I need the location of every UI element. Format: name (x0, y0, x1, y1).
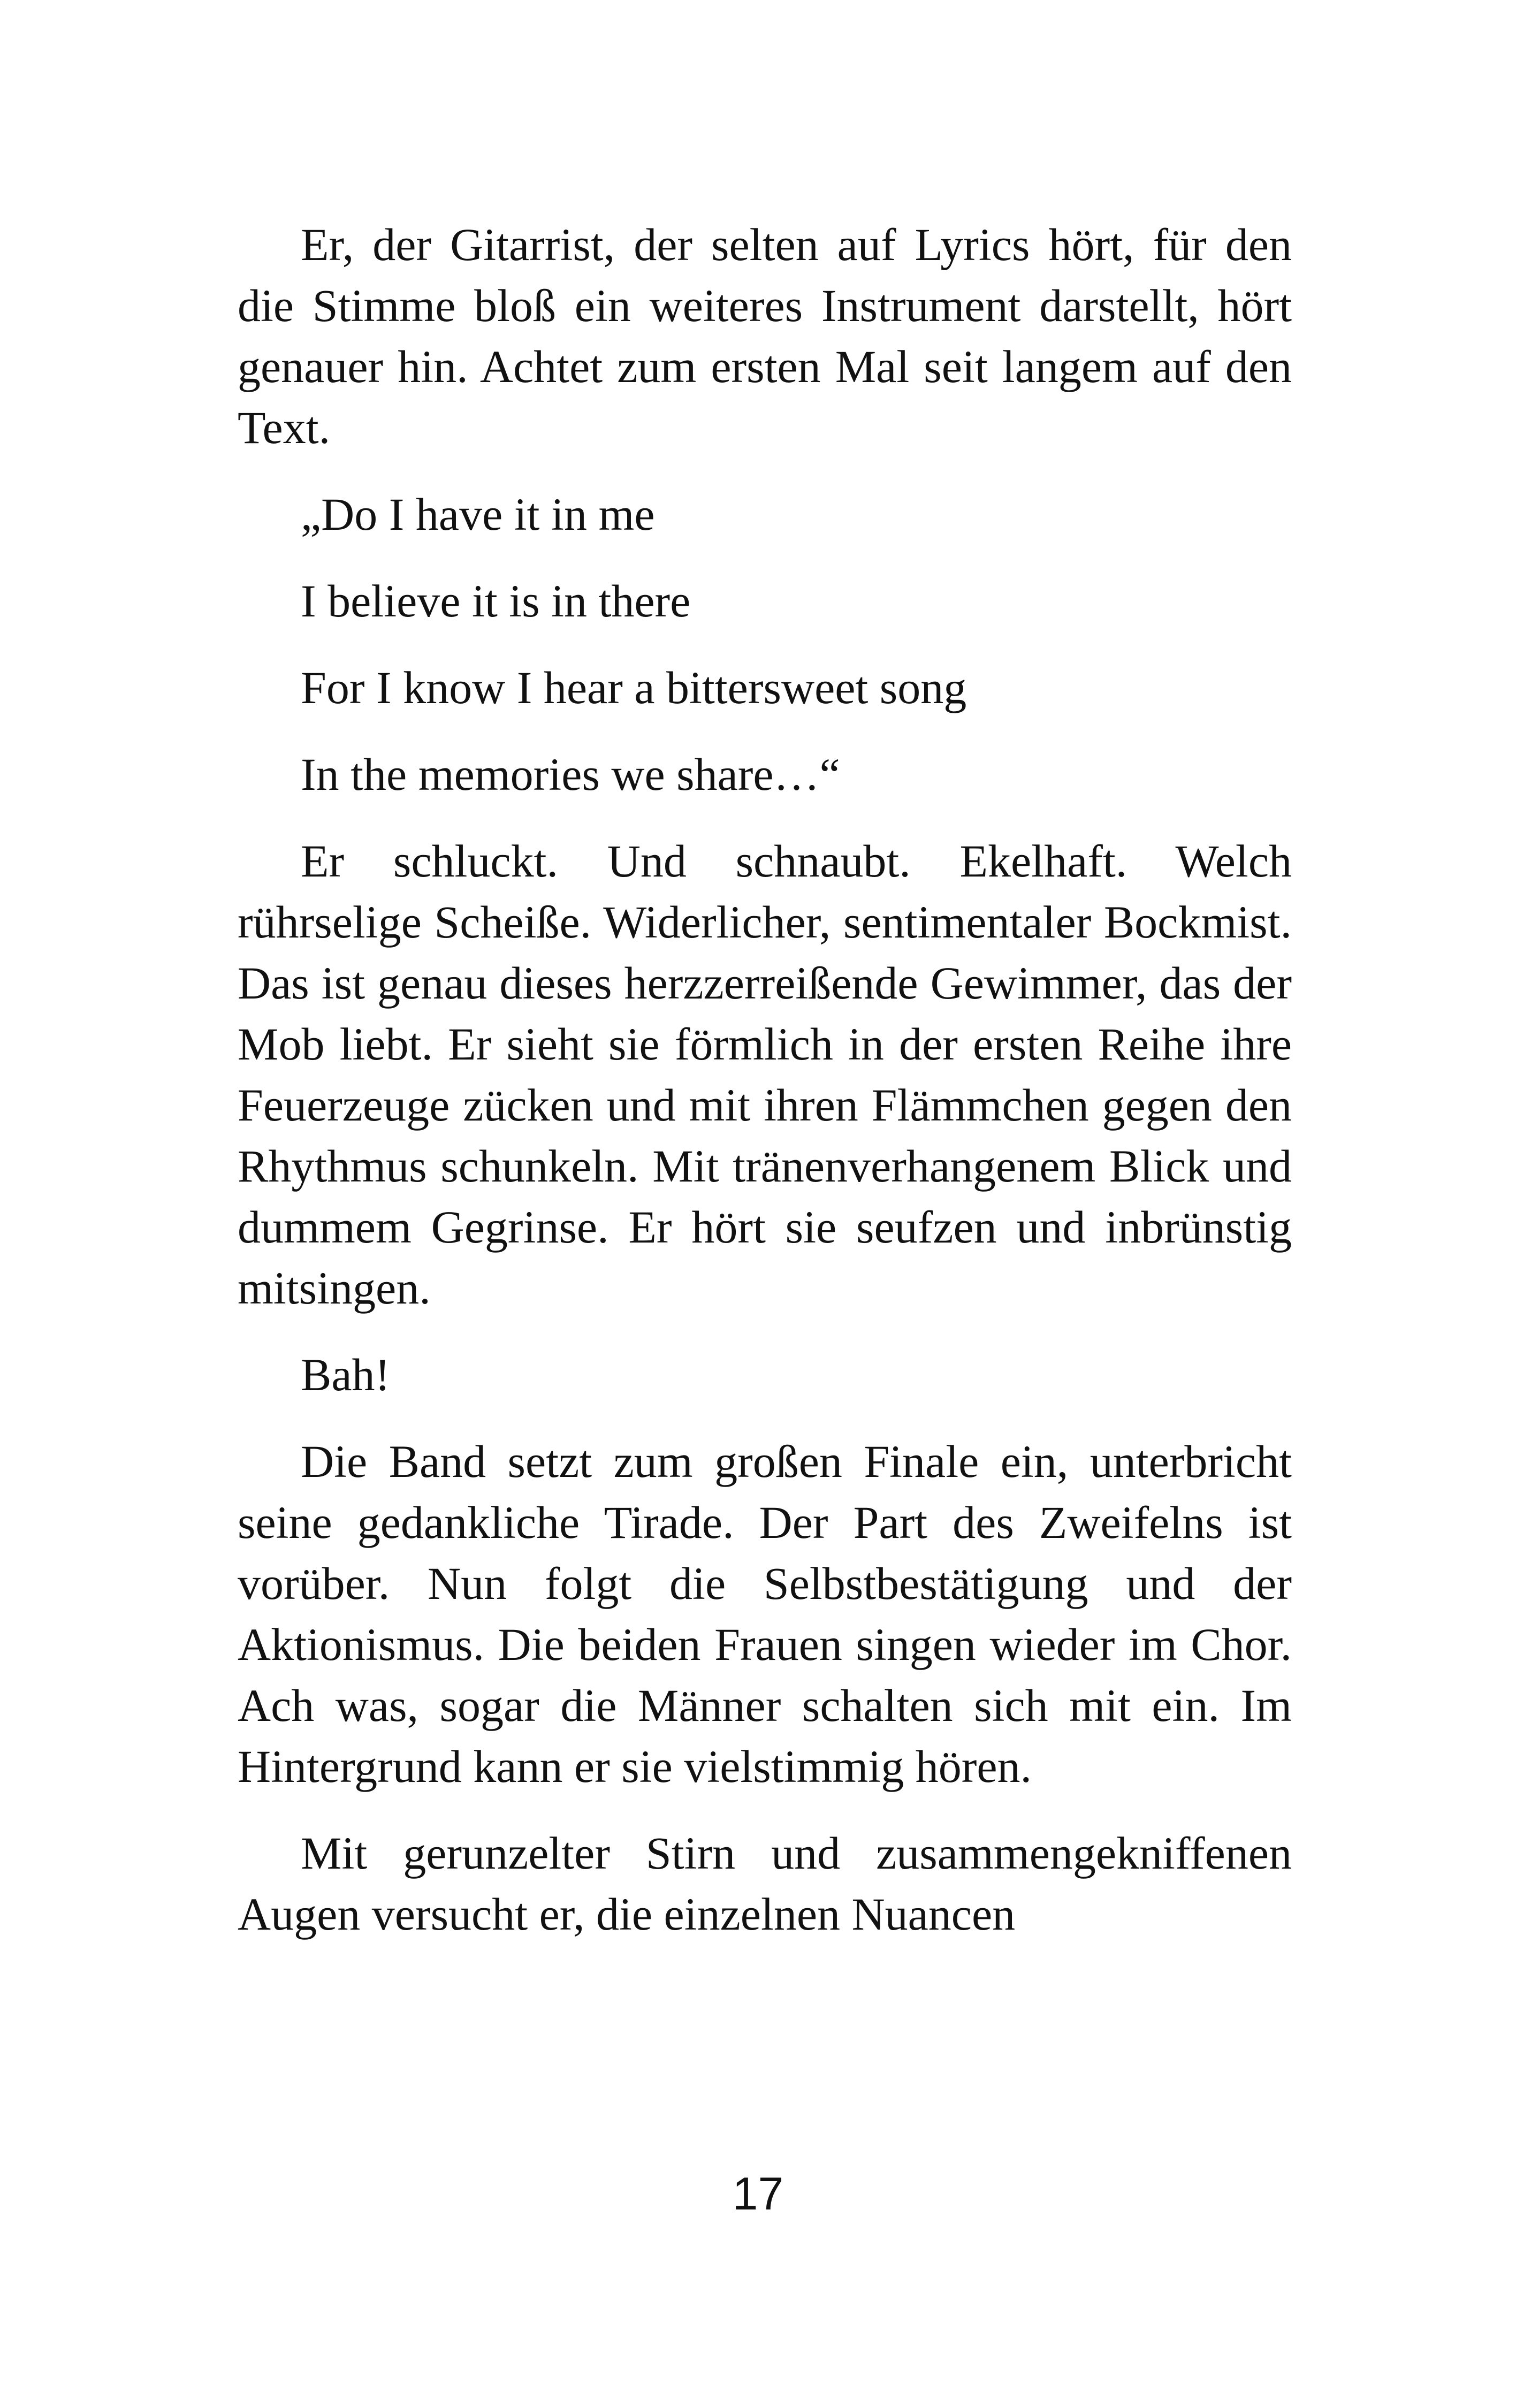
paragraph-finale: Die Band setzt zum großen Finale ein, unterbricht seine gedankliche Tirade. Der Part des Zweifelns ist vorüber. Nun folgt die Selbstbestätigung und der Aktionismus. Die beiden Frauen singen wieder im Chor. Ach was, sogar die Männer schalten sich mit ein. Im Hintergrund kann er sie vielstimmig hören. (238, 1436, 1292, 1792)
paragraph-nuances: Mit gerunzelter Stirn und zusammengekniffenen Augen versucht er, die einzelnen Nuancen (238, 1827, 1292, 1940)
paragraph-guitarist-listens: Er, der Gitarrist, der selten auf Lyrics hört, für den die Stimme bloß ein weiteres Instrument darstellt, hört genauer hin. Achtet zum ersten Mal seit langem auf den Text. (238, 219, 1292, 453)
paragraph-reaction: Er schluckt. Und schnaubt. Ekelhaft. Welch rührselige Scheiße. Widerlicher, sentimentaler Bockmist. Das ist genau dieses herzzerreißende Gewimmer, das der Mob liebt. Er sieht sie förmlich in der ersten Reihe ihre Feuerzeuge zücken und mit ihren Flämmchen gegen den Rhythmus schunkeln. Mit tränenverhangenem Blick und dummem Gegrinse. Er hört sie seufzen und inbrünstig mitsingen. (238, 835, 1292, 1314)
page-number: 17 (732, 2168, 784, 2220)
exclamation-line: Bah! (301, 1349, 391, 1400)
lyric-line-4: In the memories we share…“ (301, 749, 840, 800)
body-text (238, 214, 1292, 1970)
lyric-line-2: I believe it is in there (301, 575, 691, 627)
lyric-line-1: „Do I have it in me (301, 489, 655, 540)
lyric-line-3: For I know I hear a bittersweet song (301, 662, 967, 713)
